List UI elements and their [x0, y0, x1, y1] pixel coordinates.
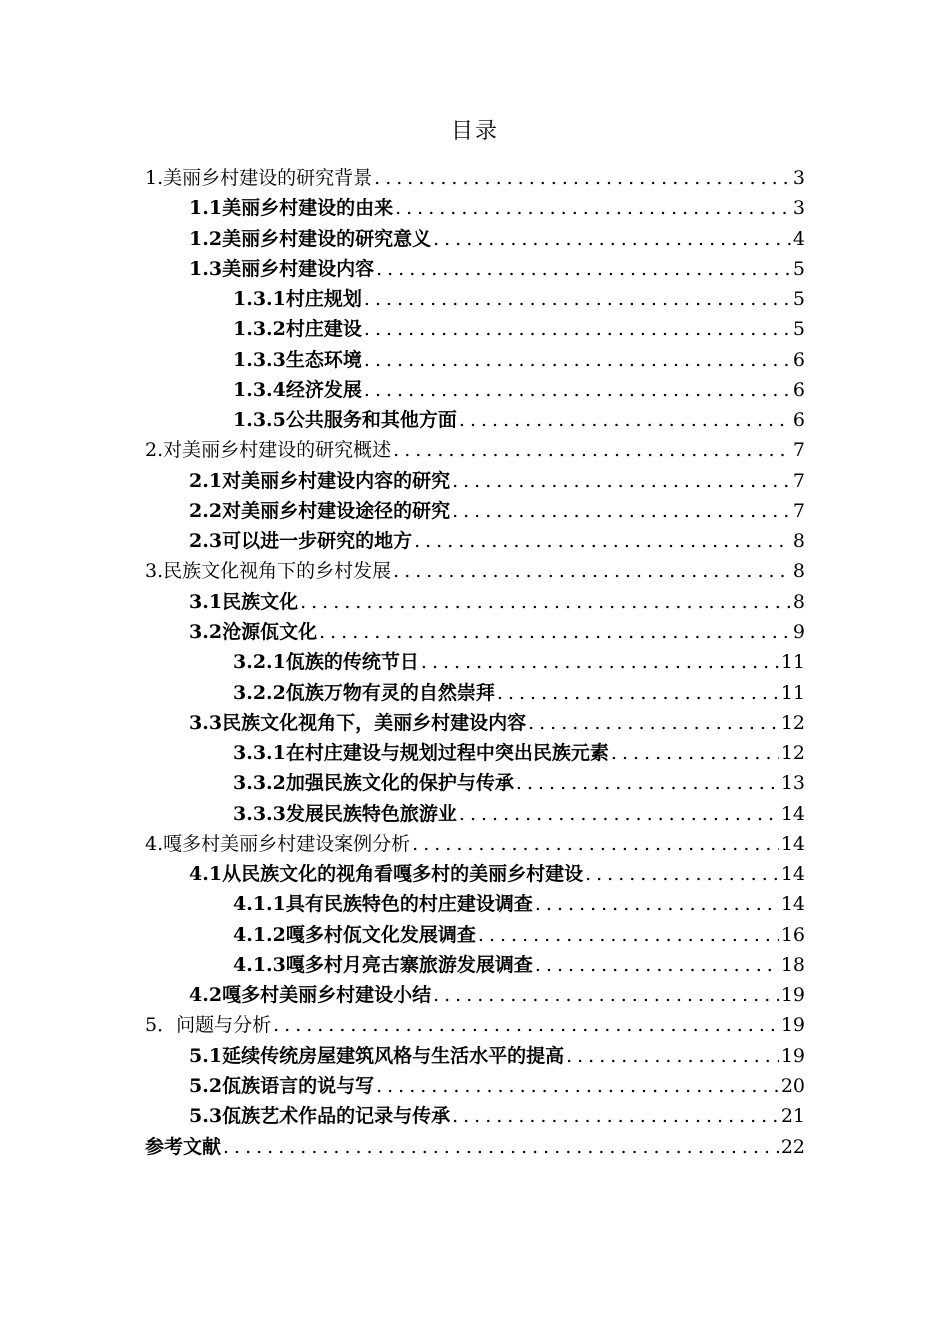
toc-dot-leader	[393, 435, 791, 465]
toc-dot-leader	[414, 526, 791, 556]
toc-entry-page-number: 19	[780, 1014, 805, 1037]
toc-entry-number: 4.1	[189, 863, 223, 886]
toc-entry-number: 4.1.2	[233, 923, 286, 946]
toc-entry-title: 发展民族特色旅游业	[285, 802, 457, 825]
toc-entry-page-number: 13	[780, 772, 805, 795]
toc-entry[interactable]	[145, 284, 805, 314]
toc-entry-title: 佤族艺术作品的记录与传承	[222, 1105, 451, 1128]
toc-entry-page-number: 19	[780, 984, 805, 1007]
toc-entry-title: 佤族的传统节日	[285, 651, 419, 674]
toc-dot-leader	[364, 345, 791, 375]
toc-entry-number: 1.1	[189, 197, 223, 220]
toc-dot-leader	[364, 314, 791, 344]
toc-dot-leader	[433, 224, 791, 254]
toc-dot-leader	[459, 405, 791, 435]
toc-entry-title: 村庄建设	[285, 318, 362, 341]
toc-dot-leader	[528, 708, 779, 738]
toc-dot-leader	[433, 980, 779, 1010]
toc-dot-leader	[452, 466, 791, 496]
toc-entry-page-number: 20	[780, 1074, 805, 1097]
toc-entry[interactable]	[145, 345, 805, 375]
page-title: 目录	[450, 119, 499, 144]
toc-entry-title: 美丽乡村建设内容	[222, 257, 375, 280]
toc-entry-title: 可以进一步研究的地方	[222, 530, 413, 553]
toc-entry[interactable]	[145, 617, 805, 647]
toc-dot-leader	[497, 678, 779, 708]
toc-entry[interactable]	[145, 799, 805, 829]
toc-entry-title: 嘎多村美丽乡村建设小结	[222, 984, 432, 1007]
toc-entry-title: 民族文化	[222, 590, 299, 613]
toc-entry-number: 3.	[145, 560, 164, 583]
toc-entry-number: 3.2.2	[233, 681, 286, 704]
toc-entry-number: 2.2	[189, 499, 223, 522]
table-of-contents	[145, 163, 805, 1162]
toc-entry-number: 4.2	[189, 984, 223, 1007]
toc-entry[interactable]	[145, 889, 805, 919]
toc-entry[interactable]	[145, 405, 805, 435]
toc-entry-number: 2.3	[189, 530, 223, 553]
toc-entry-number: 3.3.3	[233, 802, 286, 825]
toc-entry-title: 问题与分析	[176, 1014, 272, 1037]
toc-entry-title: 美丽乡村建设的由来	[222, 197, 394, 220]
toc-entry-title: 对美丽乡村建设途径的研究	[222, 499, 451, 522]
toc-entry[interactable]	[145, 647, 805, 677]
toc-entry-page-number: 5	[792, 318, 805, 341]
toc-entry-page-number: 3	[792, 197, 805, 220]
toc-entry-number: 4.	[145, 832, 164, 855]
toc-entry[interactable]	[145, 314, 805, 344]
toc-entry-page-number: 6	[792, 378, 805, 401]
toc-entry[interactable]	[145, 254, 805, 284]
toc-entry-title: 村庄规划	[285, 288, 362, 311]
toc-dot-leader	[393, 556, 791, 586]
toc-dot-leader	[376, 1071, 779, 1101]
toc-entry-page-number: 9	[792, 620, 805, 643]
toc-entry-title: 民族文化视角下的乡村发展	[163, 560, 392, 583]
toc-entry-title: 延续传统房屋建筑风格与生活水平的提高	[222, 1044, 565, 1067]
toc-entry-title: 佤族万物有灵的自然崇拜	[285, 681, 495, 704]
toc-entry[interactable]	[145, 950, 805, 980]
toc-entry-page-number: 22	[780, 1135, 805, 1158]
toc-entry-page-number: 12	[780, 711, 805, 734]
toc-entry-page-number: 11	[780, 651, 805, 674]
toc-entry[interactable]	[145, 375, 805, 405]
toc-entry-page-number: 8	[792, 590, 805, 613]
toc-dot-leader	[611, 738, 779, 768]
toc-entry-title: 参考文献	[145, 1135, 222, 1158]
toc-entry-number: 3.1	[189, 590, 223, 613]
toc-dot-leader	[459, 799, 779, 829]
toc-entry[interactable]	[145, 920, 805, 950]
toc-dot-leader	[273, 1010, 779, 1040]
toc-entry[interactable]	[145, 980, 805, 1010]
toc-entry-number: 1.3.3	[233, 348, 286, 371]
toc-entry-page-number: 19	[780, 1044, 805, 1067]
toc-entry-number: 3.3	[189, 711, 223, 734]
toc-dot-leader	[452, 1101, 779, 1131]
toc-entry-title: 从民族文化的视角看嘎多村的美丽乡村建设	[222, 863, 584, 886]
toc-entry[interactable]	[145, 526, 805, 556]
toc-entry-number: 5.3	[189, 1105, 223, 1128]
toc-entry[interactable]	[145, 587, 805, 617]
toc-entry-number: 2.	[145, 439, 164, 462]
toc-entry-title: 具有民族特色的村庄建设调查	[285, 893, 533, 916]
toc-entry-number: 3.2.1	[233, 651, 286, 674]
toc-entry-number: 1.	[145, 167, 164, 189]
toc-entry-title: 嘎多村佤文化发展调查	[285, 923, 476, 946]
toc-entry-number: 1.3.1	[233, 288, 286, 311]
toc-entry-number: 3.2	[189, 620, 223, 643]
toc-entry-title: 加强民族文化的保护与传承	[285, 772, 514, 795]
toc-entry[interactable]	[145, 163, 805, 193]
toc-entry[interactable]	[145, 768, 805, 798]
toc-entry-number: 5.1	[189, 1044, 223, 1067]
toc-entry-title: 佤族语言的说与写	[222, 1074, 375, 1097]
toc-dot-leader	[374, 163, 791, 193]
toc-entry[interactable]	[145, 829, 805, 859]
toc-entry-page-number: 3	[792, 167, 805, 189]
toc-entry-title: 沧源佤文化	[222, 620, 318, 643]
toc-dot-leader	[566, 1041, 779, 1071]
toc-entry-page-number: 14	[780, 893, 805, 916]
toc-entry[interactable]	[145, 496, 805, 526]
toc-entry[interactable]	[145, 1071, 805, 1101]
toc-dot-leader	[319, 617, 791, 647]
toc-entry[interactable]	[145, 1010, 805, 1040]
toc-entry-number: 3.3.1	[233, 742, 286, 765]
toc-dot-leader	[478, 920, 779, 950]
toc-entry-page-number: 16	[780, 923, 805, 946]
toc-entry-title: 对美丽乡村建设内容的研究	[222, 469, 451, 492]
toc-dot-leader	[421, 647, 779, 677]
toc-dot-leader	[516, 768, 779, 798]
toc-entry-page-number: 8	[792, 560, 805, 583]
toc-entry[interactable]	[145, 738, 805, 768]
toc-dot-leader	[223, 1132, 779, 1162]
toc-entry-page-number: 14	[780, 832, 805, 855]
toc-entry-page-number: 5	[792, 288, 805, 311]
toc-entry-number: 5．	[145, 1014, 177, 1037]
toc-entry-page-number: 7	[792, 469, 805, 492]
toc-entry[interactable]	[145, 1041, 805, 1071]
toc-dot-leader	[300, 587, 791, 617]
toc-entry-title: 对美丽乡村建设的研究概述	[163, 439, 392, 462]
toc-dot-leader	[364, 375, 791, 405]
toc-dot-leader	[535, 889, 779, 919]
toc-entry[interactable]	[145, 556, 805, 586]
toc-entry-page-number: 6	[792, 348, 805, 371]
toc-dot-leader	[585, 859, 779, 889]
toc-entry-title: 嘎多村月亮古寨旅游发展调查	[285, 953, 533, 976]
toc-dot-leader	[452, 496, 791, 526]
toc-entry-page-number: 7	[792, 439, 805, 462]
toc-entry-title: 在村庄建设与规划过程中突出民族元素	[285, 742, 609, 765]
toc-entry[interactable]	[145, 1101, 805, 1131]
toc-dot-leader	[535, 950, 779, 980]
toc-entry[interactable]	[145, 678, 805, 708]
toc-entry-page-number: 6	[792, 409, 805, 432]
toc-entry-number: 1.2	[189, 227, 223, 250]
toc-entry-page-number: 21	[780, 1105, 805, 1128]
toc-entry-page-number: 14	[780, 802, 805, 825]
toc-dot-leader	[412, 829, 779, 859]
toc-entry[interactable]	[145, 466, 805, 496]
toc-entry-page-number: 18	[780, 953, 805, 976]
toc-entry[interactable]	[145, 193, 805, 223]
toc-entry[interactable]	[145, 1132, 805, 1162]
toc-entry-number: 1.3	[189, 257, 223, 280]
toc-entry-title: 民族文化视角下，美丽乡村建设内容	[222, 711, 527, 734]
toc-entry-number: 3.3.2	[233, 772, 286, 795]
toc-entry[interactable]	[145, 435, 805, 465]
toc-entry-page-number: 8	[792, 530, 805, 553]
toc-entry-title: 美丽乡村建设的研究背景	[163, 167, 373, 189]
toc-entry-page-number: 7	[792, 499, 805, 522]
toc-entry[interactable]	[145, 708, 805, 738]
toc-entry-title: 美丽乡村建设的研究意义	[222, 227, 432, 250]
toc-entry-page-number: 4	[792, 227, 805, 250]
toc-entry-page-number: 5	[792, 257, 805, 280]
toc-entry-number: 2.1	[189, 469, 223, 492]
toc-entry-number: 5.2	[189, 1074, 223, 1097]
toc-dot-leader	[395, 193, 791, 223]
toc-entry-number: 1.3.4	[233, 378, 286, 401]
toc-entry-number: 1.3.2	[233, 318, 286, 341]
toc-entry-page-number: 12	[780, 742, 805, 765]
toc-entry[interactable]	[145, 859, 805, 889]
toc-entry-title: 经济发展	[285, 378, 362, 401]
toc-entry-page-number: 14	[780, 863, 805, 886]
toc-dot-leader	[364, 284, 791, 314]
toc-entry-title: 嘎多村美丽乡村建设案例分析	[163, 832, 411, 855]
toc-entry[interactable]	[145, 224, 805, 254]
toc-dot-leader	[376, 254, 791, 284]
toc-entry-page-number: 11	[780, 681, 805, 704]
toc-entry-number: 4.1.3	[233, 953, 286, 976]
toc-entry-title: 公共服务和其他方面	[285, 409, 457, 432]
toc-entry-title: 生态环境	[285, 348, 362, 371]
toc-entry-number: 4.1.1	[233, 893, 286, 916]
toc-entry-number: 1.3.5	[233, 409, 286, 432]
